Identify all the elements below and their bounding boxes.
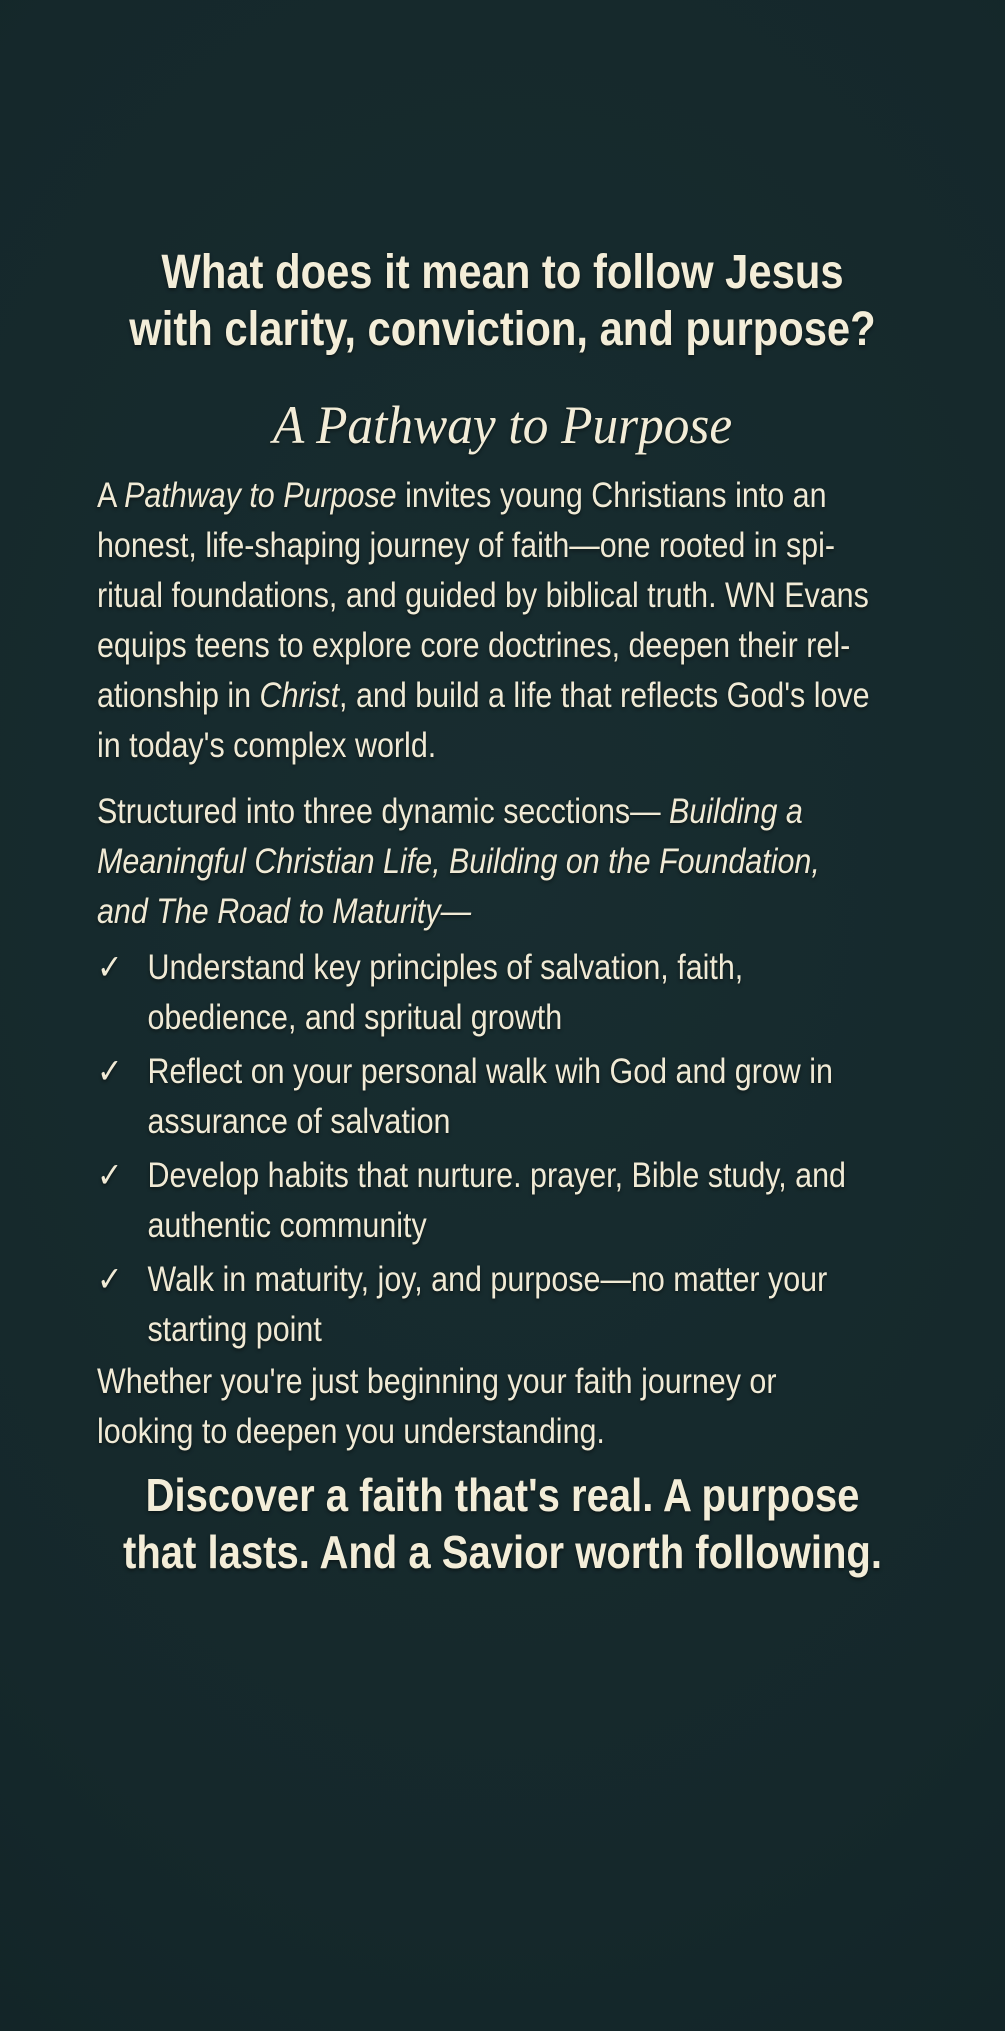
headline-line: What does it mean to follow Jesus [161,246,844,299]
benefit-text [147,1151,846,1251]
check-icon: ✓ [97,1260,123,1299]
benefit-line: Reflect on your personal walk wih God and grow in [147,1052,833,1091]
benefits-list [97,943,1005,1355]
benefit-text [147,943,743,1043]
paragraph-line: Meaningful Christian Life, Building on the Foundation, [97,842,820,881]
paragraph-line: ationship in Christ, and build a life that reflects God's love [97,676,870,715]
audience-paragraph [97,1357,1005,1457]
headline-line: with clarity, conviction, and purpose? [129,303,876,356]
tagline-line: that lasts. And a Savior worth following. [123,1526,882,1578]
paragraph-line: honest, life-shaping journey of faith—one rooted in spi- [97,526,836,565]
intro-paragraph [97,471,1005,771]
paragraph-line: ritual foundations, and guided by biblical truth. WN Evans [97,576,869,615]
benefit-item [97,1047,887,1147]
benefit-line: authentic community [147,1206,427,1245]
benefit-line: starting point [147,1310,322,1349]
closing-tagline [0,1467,1005,1581]
benefit-text [147,1255,827,1355]
benefit-line: Walk in maturity, joy, and purpose—no matter your [147,1260,828,1299]
benefit-text [147,1047,832,1147]
sections-paragraph [97,787,1005,937]
paragraph-line: Whether you're just beginning your faith journey or [97,1362,777,1401]
benefit-line: Develop habits that nurture. prayer, Bible study, and [147,1156,846,1195]
paragraph-line: equips teens to explore core doctrines, deepen their rel- [97,626,851,665]
paragraph-line: looking to deepen you understanding. [97,1412,605,1451]
check-icon: ✓ [97,1156,123,1195]
benefit-item [97,1151,887,1251]
benefit-line: obedience, and spritual growth [147,998,563,1037]
headline [0,244,1005,358]
check-icon: ✓ [97,1052,123,1091]
benefit-item [97,943,887,1043]
paragraph-line: Structured into three dynamic secctions— Building a [97,792,803,831]
paragraph-line: and The Road to Maturity— [97,892,472,931]
check-icon: ✓ [97,948,123,987]
benefit-item [97,1255,887,1355]
tagline-line: Discover a faith that's real. A purpose [145,1469,860,1521]
book-title: A Pathway to Purpose [272,395,733,455]
paragraph-line: A Pathway to Purpose invites young Christians into an [97,476,827,515]
book-back-cover [0,244,1005,2031]
benefit-line: Understand key principles of salvation, faith, [147,948,744,987]
paragraph-line: in today's complex world. [97,726,437,765]
benefit-line: assurance of salvation [147,1102,451,1141]
